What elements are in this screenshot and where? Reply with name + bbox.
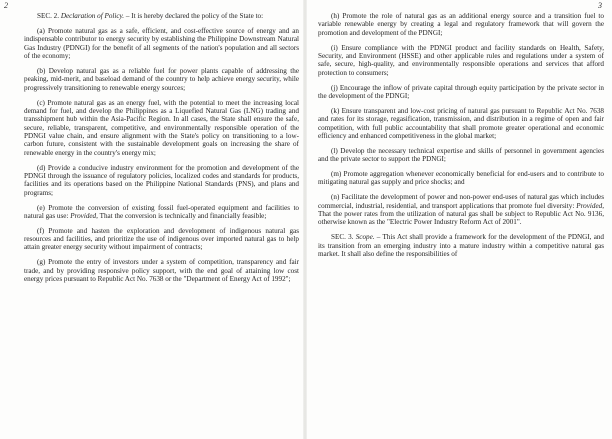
right-page [307, 0, 612, 439]
policy-item-n-main: (n) Facilitate the development of power and non-power end-uses of natural gas which includes commercial, industrial, residential, and transport applications that promote fuel diversity: [318, 193, 604, 210]
section-3-label: SEC. 3. [331, 233, 354, 242]
policy-item-h: (h) Promote the role of natural gas as an additional energy source and a transition fuel to variable renewable energy by creating a legal and regulatory framework that will govern the promotion and development of the PDNGI; [318, 12, 604, 37]
left-page [0, 0, 303, 439]
policy-item-e-main: (e) Promote the conversion of existing fossil fuel-operated equipment and facilities to natural gas use: [24, 203, 299, 220]
policy-item-i: (i) Ensure compliance with the PDNGI product and facility standards on Health, Safety, Security, and Environment (HSSE) and other applicable rules and regulations under a system of safe, secure, high-quality, and environmentally responsible operations and services that afford protection to consumers; [318, 43, 604, 77]
section-3-text: – This Act shall provide a framework for the development of the PDNGI, and its transition from an emerging industry into a mature industry within a competitive natural gas market. It shall also define the responsibilities of [318, 233, 604, 259]
section-2-title: Declaration of Policy. [60, 12, 125, 20]
policy-item-n-rest: That the power rates from the utilization of natural gas shall be subject to Republic Act No. 9136, otherwise known as the "Electric Power Industry Reform Act of 2001". [318, 210, 604, 227]
policy-item-g: (g) Promote the entry of investors under a system of competition, transparency and fair trade, and by providing responsive policy support, with the end goal of attaining low cost energy prices pursuant to Republic Act No. 7638 or the "Department of Energy Act of 1992"; [24, 258, 299, 284]
section-2-heading [24, 12, 299, 20]
policy-item-a: (a) Promote natural gas as a safe, efficient, and cost-effective source of energy and an indispensable contributor to energy security by establishing the Philippine Downstream Natural Gas Industry (PDNGI) for the benefit of all segments of the nation's population and all sectors of the economy; [24, 26, 299, 60]
policy-item-e [24, 204, 299, 221]
section-2-label: SEC. 2. [37, 12, 60, 20]
policy-item-m: (m) Promote aggregation whenever economically beneficial for end-users and to contribute to mitigating natural gas supply and price shocks; and [318, 170, 604, 187]
policy-item-d: (d) Provide a conducive industry environment for the promotion and development of the PDNGI through the issuance of regulatory policies, localized codes and standards for products, facilities and its operations based on the Philippine National Standards (PNS), and plans and programs; [24, 163, 299, 197]
policy-item-k: (k) Ensure transparent and low-cost pricing of natural gas pursuant to Republic Act No. 7638 and rates for its storage, regasification, transmission, and distribution in a regime of open and fair competition, with full public accountability that shall promote greater operational and economic efficiency and enhanced competitiveness in the global market; [318, 106, 604, 140]
policy-item-l: (l) Develop the necessary technical expertise and skills of personnel in government agencies and the private sector to support the PDNGI; [318, 146, 604, 164]
page-number: 2 [4, 1, 8, 10]
policy-item-c: (c) Promote natural gas as an energy fuel, with the potential to meet the increasing local demand for fuel, and develop the Philippines as a Liquefied Natural Gas (LNG) trading and transshipment hub within the Asia-Pacific Region. In all cases, the State shall ensure the safe, secure, reliable, transparent, competitive, and environmentally responsible operation of the PDNGI value chain, and ensure alignment with the State's policy on transitioning to a low-carbon future, consistent with the sustainable development goals on increasing the share of renewable energy in the country's energy mix; [24, 98, 299, 157]
section-3-title: Scope. [355, 233, 375, 242]
policy-item-b: (b) Develop natural gas as a reliable fuel for power plants capable of addressing the peaking, mid-merit, and baseload demand of the country to help achieve energy security, while progressively transitioning to renewable energy sources; [24, 66, 299, 92]
policy-item-n [318, 193, 604, 226]
section-3-heading [318, 233, 604, 258]
policy-item-e-proviso: Provided, [70, 211, 98, 220]
policy-item-e-rest: That the conversion is technically and financially feasible; [99, 211, 267, 220]
policy-item-f: (f) Promote and hasten the exploration and development of indigenous natural gas resources and facilities, and prioritize the use of indigenous over imported natural gas to help attain greater energy security without impairment of contracts; [24, 226, 299, 252]
section-2-intro: – It is hereby declared the policy of the State to: [125, 12, 264, 20]
policy-item-n-proviso: Provided, [576, 201, 604, 210]
page-number: 3 [598, 1, 602, 10]
policy-item-j: (j) Encourage the inflow of private capital through equity participation by the private sector in the development of the PDNGI; [318, 83, 604, 100]
